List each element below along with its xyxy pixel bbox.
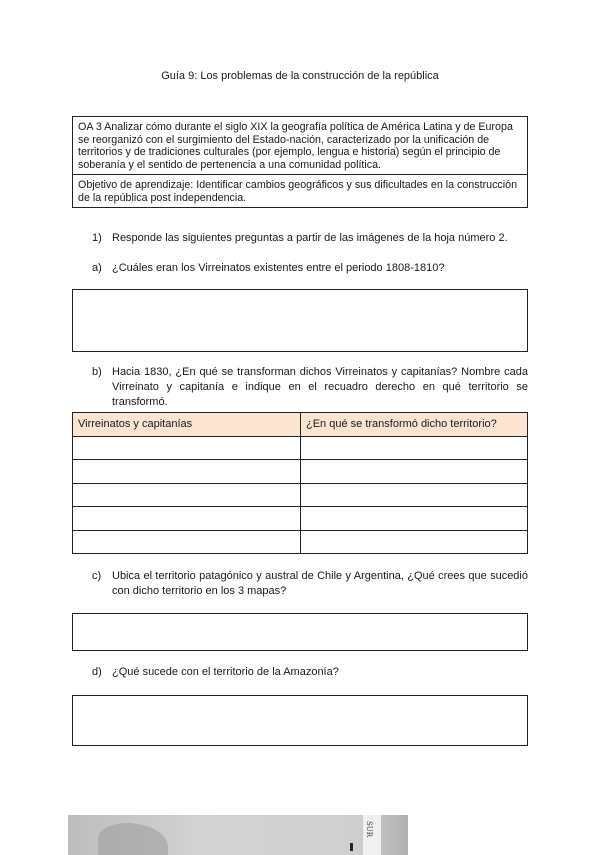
question-c-number: c) <box>92 570 102 582</box>
question-a-text: ¿Cuáles eran los Virreinatos existentes entre el periodo 1808-1810? <box>112 262 445 274</box>
question-b-number: b) <box>92 366 102 378</box>
table-row <box>73 507 528 531</box>
question-d-text: ¿Qué sucede con el territorio de la Amazonía? <box>112 666 339 678</box>
table-cell[interactable] <box>73 530 301 554</box>
table-header-row <box>73 413 528 437</box>
table-row <box>73 483 528 507</box>
table-row <box>73 530 528 554</box>
transformation-table <box>72 412 528 554</box>
answer-box-c[interactable] <box>72 613 528 651</box>
table-header-transformation: ¿En qué se transformó dicho territorio? <box>301 413 528 437</box>
photo-mark <box>350 843 353 851</box>
question-b-text: Hacia 1830, ¿En qué se transforman dichos Virreinatos y capitanías? Nombre cada Virreinato y capitanía e indique en el recuadro derecho en qué territorio se transformó. <box>112 366 528 408</box>
question-d-number: d) <box>92 666 102 678</box>
table-cell[interactable] <box>73 507 301 531</box>
learning-goal-text: Objetivo de aprendizaje: Identificar cambios geográficos y sus dificultades en la construcción de la república post independencia. <box>73 174 527 207</box>
instruction-number: 1) <box>92 232 102 244</box>
objectives-box <box>72 116 528 208</box>
oa-text: OA 3 Analizar cómo durante el siglo XIX la geografía política de América Latina y de Europa se reorganizó con el surgimiento del Estado-nación, caracterizado por la unificación de territorios y de tradiciones culturales (por ejemplo, lengua e historia) según el principio de soberanía y el sentido de pertenencia a una comunidad política. <box>78 121 513 171</box>
table-cell[interactable] <box>301 507 528 531</box>
table-row <box>73 460 528 484</box>
map-photo <box>68 815 408 855</box>
table-cell[interactable] <box>73 460 301 484</box>
table-cell[interactable] <box>301 483 528 507</box>
table-cell[interactable] <box>73 483 301 507</box>
question-c-text: Ubica el territorio patagónico y austral de Chile y Argentina, ¿Qué crees que sucedió con dicho territorio en los 3 mapas? <box>112 570 528 597</box>
book-spine-text: SUR <box>365 821 373 837</box>
answer-box-a[interactable] <box>72 289 528 352</box>
table-cell[interactable] <box>301 436 528 460</box>
answer-box-d[interactable] <box>72 695 528 746</box>
instruction-text: Responde las siguientes preguntas a partir de las imágenes de la hoja número 2. <box>112 232 508 244</box>
table-cell[interactable] <box>73 436 301 460</box>
table-row <box>73 436 528 460</box>
table-cell[interactable] <box>301 530 528 554</box>
page-title: Guía 9: Los problemas de la construcción de la república <box>161 70 439 82</box>
table-header-viceroyalties: Virreinatos y capitanías <box>73 413 301 437</box>
question-a-number: a) <box>92 262 102 274</box>
table-cell[interactable] <box>301 460 528 484</box>
